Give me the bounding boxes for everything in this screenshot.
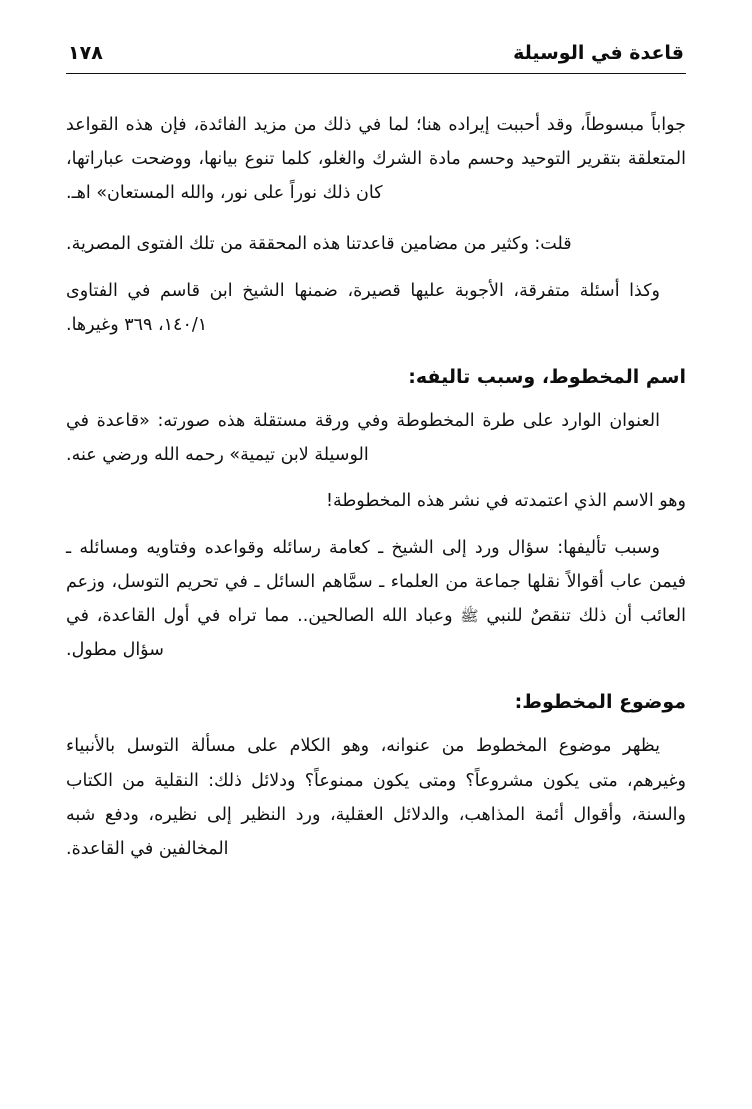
spacer	[66, 667, 686, 687]
paragraph-5: وهو الاسم الذي اعتمدته في نشر هذه المخطوطة!	[325, 491, 686, 512]
header-divider	[66, 73, 686, 74]
paragraph-7: يظهر موضوع المخطوط من عنوانه، وهو الكلام على مسألة التوسل بالأنبياء وغيرهم، متى يكون مشروعاً؟ ومتى يكون ممنوعاً؟ ودلائل ذلك: النقلية من الكتاب والسنة، وأقوال أئمة المذاهب، والدلائل العقلية، ورد النظير إلى نظيره، ودفع شبه المخالفين في القاعدة.	[66, 736, 686, 859]
spacer	[66, 717, 686, 729]
spacer	[66, 392, 686, 404]
spacer	[66, 262, 686, 274]
page-number: ١٧٨	[68, 42, 103, 64]
spacer	[66, 210, 686, 227]
page-header	[66, 42, 686, 70]
section-heading-subject: موضوع المخطوط:	[514, 691, 686, 714]
paragraph-1: جواباً مبسوطاً، وقد أحببت إيراده هنا؛ لما في ذلك من مزيد الفائدة، فإن هذه القواعد المتعلقة بتقرير التوحيد وحسم مادة الشرك والغلو، كلما تنوع بيانها، ووضحت عباراتها، كان ذلك نوراً على نور، والله المستعان» اهـ.	[66, 115, 686, 204]
sallallahu-alayhi-wasallam-glyph: ﷺ	[460, 606, 479, 625]
spacer	[66, 342, 686, 362]
paragraph-4: العنوان الوارد على طرة المخطوطة وفي ورقة مستقلة هذه صورته: «قاعدة في الوسيلة لابن تيمية» رحمه الله ورضي عنه.	[66, 411, 660, 466]
section-heading-name-and-reason: اسم المخطوط، وسبب تاليفه:	[408, 365, 686, 388]
paragraph-6	[66, 531, 686, 668]
page-content	[66, 108, 686, 866]
book-title: قاعدة في الوسيلة	[513, 42, 684, 64]
paragraph-6-text-after: وعباد الله الصالحين.. مما تراه في أول القاعدة، في سؤال مطول.	[66, 605, 461, 660]
paragraph-2: قلت: وكثير من مضامين قاعدتنا هذه المحققة من تلك الفتوى المصرية.	[66, 234, 572, 255]
spacer	[66, 472, 686, 484]
paragraph-3: وكذا أسئلة متفرقة، الأجوبة عليها قصيرة، ضمنها الشيخ ابن قاسم في الفتاوى ١٤٠/١، ٣٦٩ وغيرها.	[66, 280, 660, 335]
paragraph-6-text-before: وسبب تأليفها: سؤال ورد إلى الشيخ ـ كعامة رسائله وقواعده وفتاويه ومسائله ـ فيمن عاب أقوالاً نقلها جماعة من العلماء ـ سمَّاهم السائل ـ في تحريم التوسل، وزعم العائب أن ذلك تنقصٌ للنبي	[66, 537, 686, 626]
spacer	[66, 519, 686, 531]
